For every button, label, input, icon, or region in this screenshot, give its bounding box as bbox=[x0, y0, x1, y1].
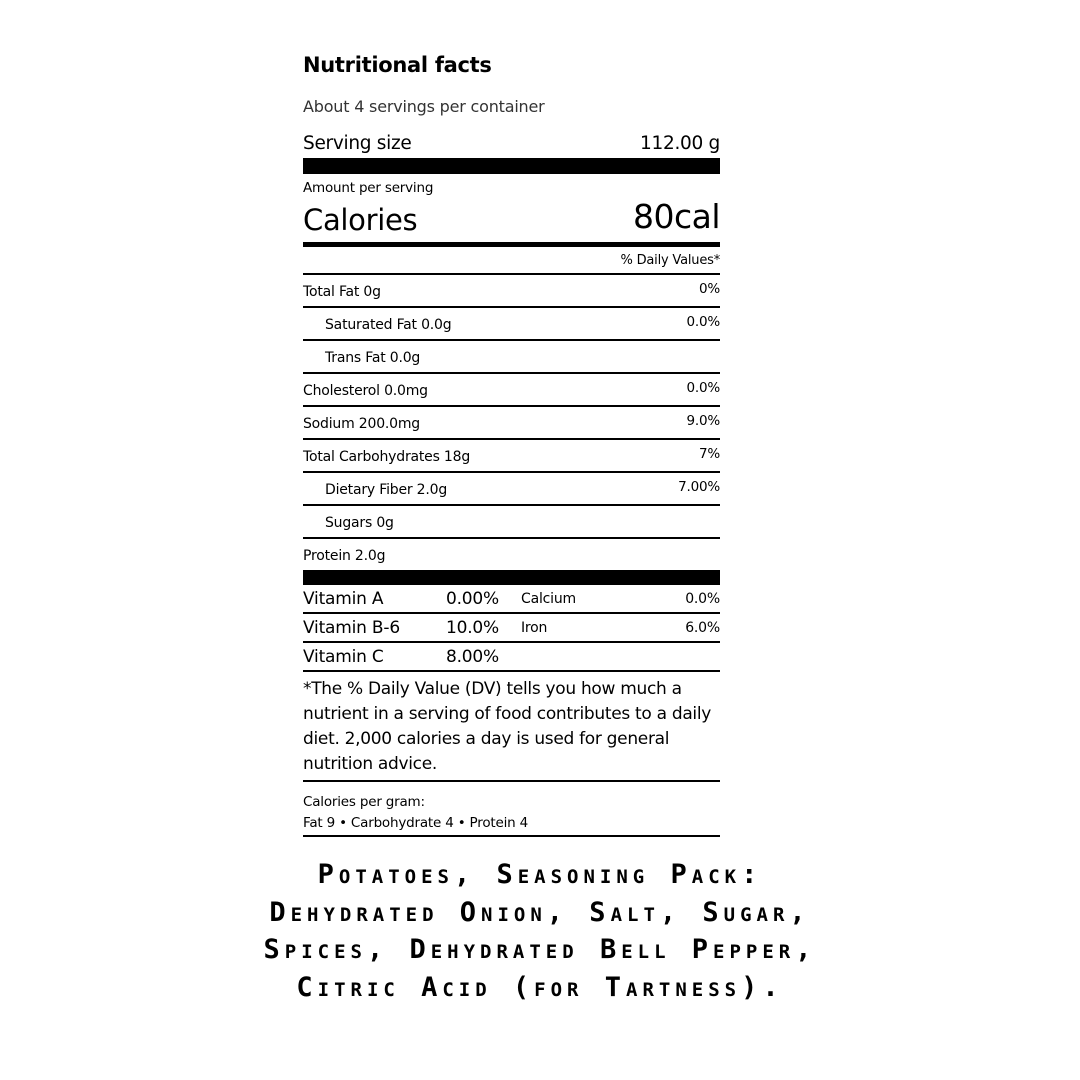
ingredients-text: Potatoes, Seasoning Pack: Dehydrated Onion, Salt, Sugar, Spices, Dehydrated Bell Pepper, Citric Acid (for Tartness). bbox=[263, 859, 817, 1003]
daily-value-footnote: *The % Daily Value (DV) tells you how much a nutrient in a serving of food contributes to a daily diet. 2,000 calories a day is used for general nutrition advice. bbox=[303, 672, 720, 782]
nutrient-row bbox=[303, 275, 720, 308]
nutrient-row bbox=[303, 341, 720, 374]
vitamin-row bbox=[303, 643, 720, 672]
vitamin-pct: 8.00% bbox=[445, 646, 499, 667]
nutrient-row bbox=[303, 374, 720, 407]
vitamin-row bbox=[303, 585, 720, 614]
calories-row bbox=[303, 197, 720, 237]
nutrient-name: Cholesterol 0.0mg bbox=[303, 383, 428, 399]
nutrient-pct: 9.0% bbox=[686, 413, 720, 429]
vitamin-name: Vitamin B-6 bbox=[303, 617, 400, 638]
nutrient-pct: 0.0% bbox=[686, 314, 720, 330]
serving-size-label: Serving size bbox=[303, 133, 412, 154]
amount-per-serving: Amount per serving bbox=[303, 180, 434, 196]
vitamin-name: Vitamin C bbox=[303, 646, 384, 667]
nutrition-facts-label bbox=[303, 40, 720, 837]
vitamin-name: Vitamin A bbox=[303, 588, 384, 609]
label-title: Nutritional facts bbox=[303, 53, 492, 77]
nutrient-name: Trans Fat 0.0g bbox=[325, 350, 421, 366]
calories-label: Calories bbox=[303, 203, 418, 237]
nutrient-name: Protein 2.0g bbox=[303, 548, 386, 564]
nutrient-row bbox=[303, 506, 720, 539]
divider-thick bbox=[303, 570, 720, 585]
nutrient-pct: 7% bbox=[698, 446, 720, 462]
nutrient-name: Total Carbohydrates 18g bbox=[303, 449, 471, 465]
calories-per-gram bbox=[303, 782, 720, 837]
nutrient-pct: 0.0% bbox=[686, 380, 720, 396]
nutrient-pct: 7.00% bbox=[678, 479, 720, 495]
nutrient-name: Dietary Fiber 2.0g bbox=[325, 482, 448, 498]
calories-per-gram-values: Fat 9 • Carbohydrate 4 • Protein 4 bbox=[303, 815, 528, 831]
serving-size-value: 112.00 g bbox=[640, 133, 720, 154]
daily-values-header: % Daily Values* bbox=[303, 247, 720, 275]
nutrient-row bbox=[303, 473, 720, 506]
servings-per-container: About 4 servings per container bbox=[303, 97, 545, 116]
serving-size-row bbox=[303, 132, 720, 156]
calories-value: 80cal bbox=[632, 197, 720, 236]
vitamin-row bbox=[303, 614, 720, 643]
nutrient-row bbox=[303, 539, 720, 570]
nutrient-row bbox=[303, 440, 720, 473]
nutrient-name: Saturated Fat 0.0g bbox=[325, 317, 452, 333]
nutrient-name: Sodium 200.0mg bbox=[303, 416, 420, 432]
nutrient-pct: 0% bbox=[698, 281, 720, 297]
mineral-pct: 6.0% bbox=[685, 619, 720, 636]
calories-per-gram-label: Calories per gram: bbox=[303, 794, 425, 810]
mineral-name: Calcium bbox=[521, 590, 576, 607]
mineral-pct: 0.0% bbox=[685, 590, 720, 607]
vitamin-pct: 10.0% bbox=[445, 617, 499, 638]
divider-thick bbox=[303, 158, 720, 174]
mineral-name: Iron bbox=[521, 619, 548, 636]
nutrient-row bbox=[303, 308, 720, 341]
nutrient-name: Total Fat 0g bbox=[303, 284, 381, 300]
vitamin-pct: 0.00% bbox=[445, 588, 499, 609]
nutrient-row bbox=[303, 407, 720, 440]
nutrient-name: Sugars 0g bbox=[325, 515, 394, 531]
